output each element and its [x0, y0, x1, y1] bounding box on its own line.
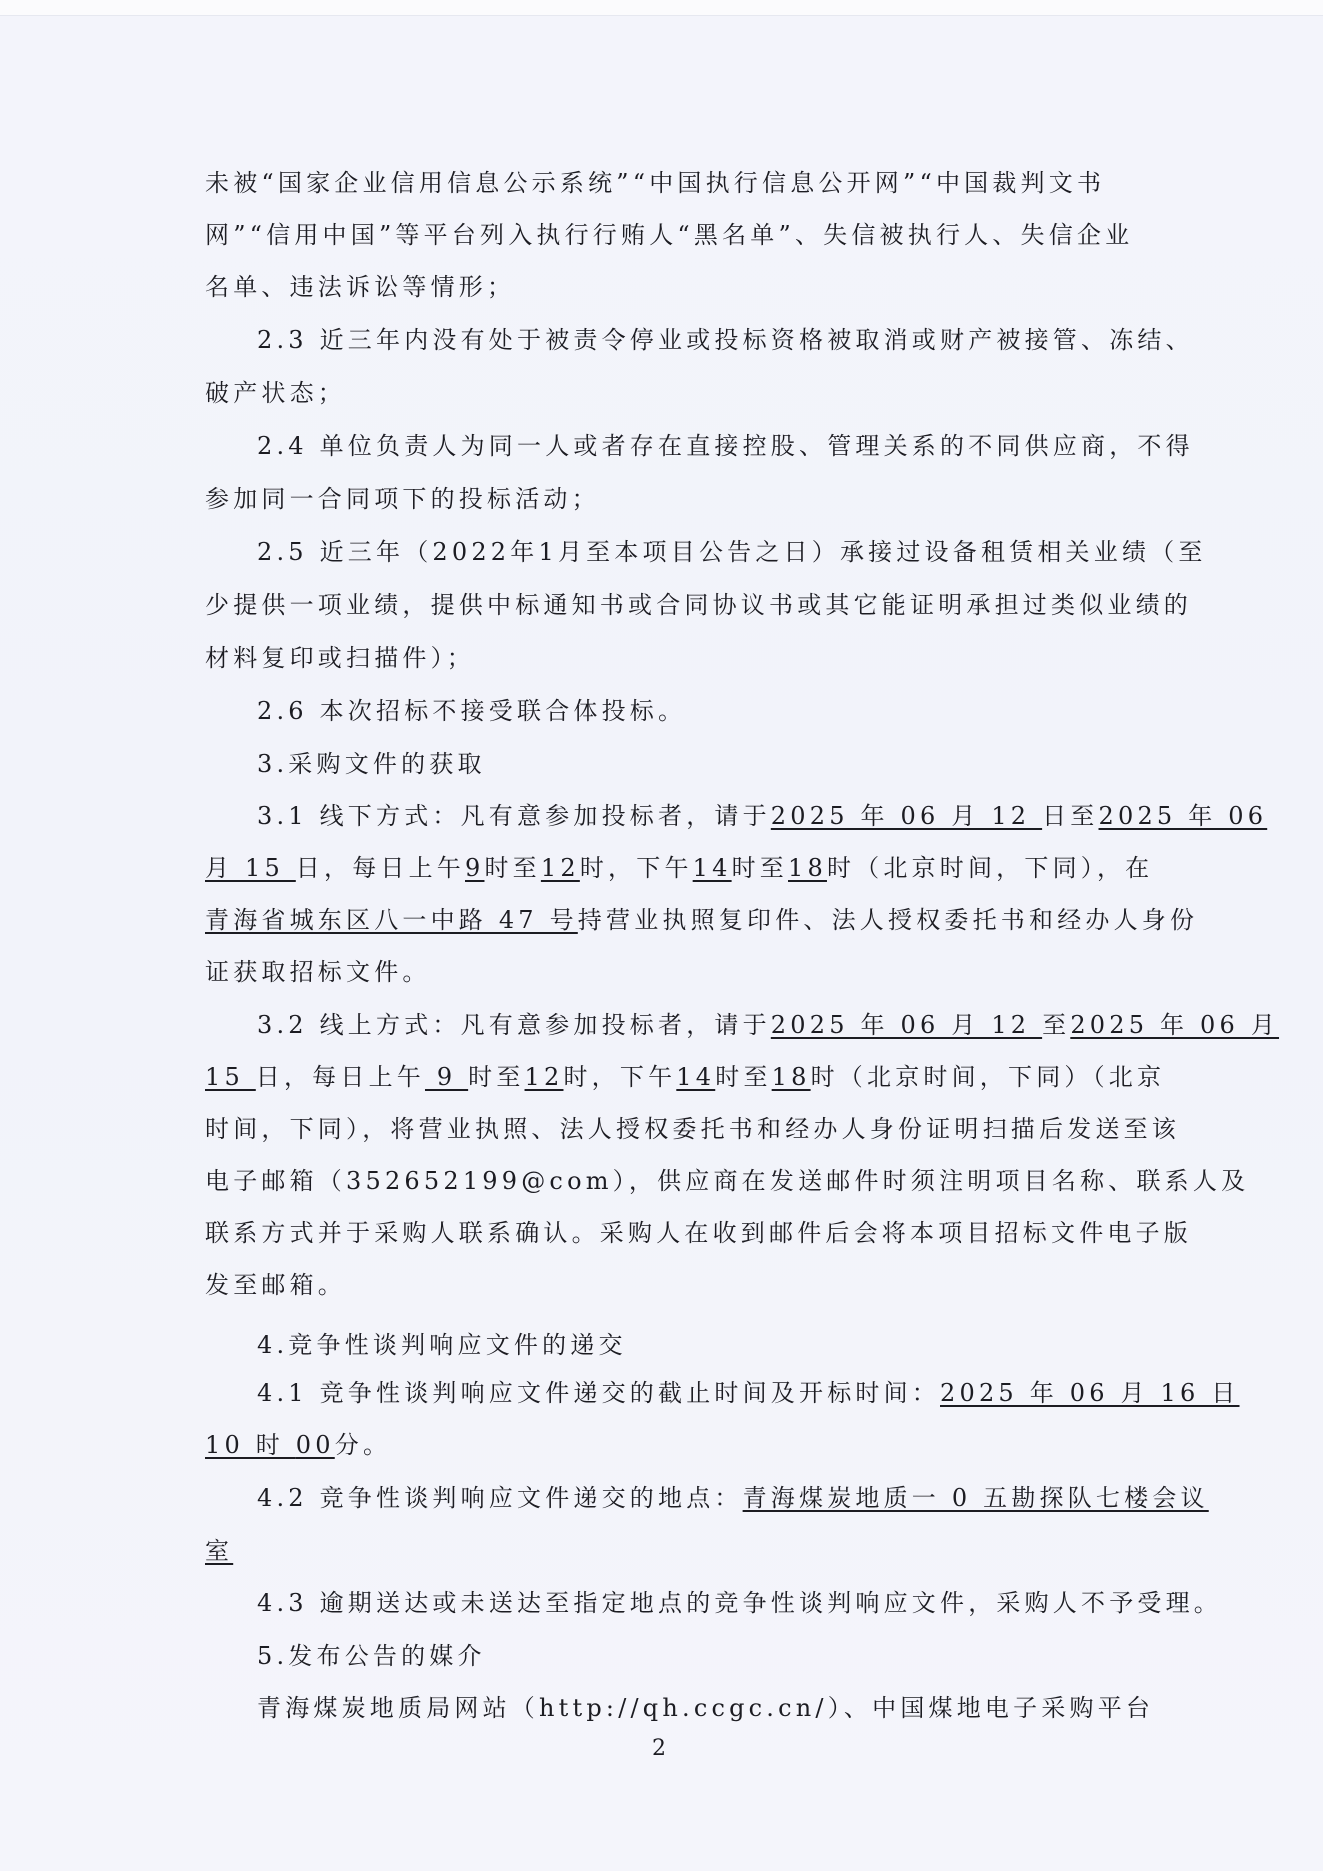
deadline-date: 2025 年 06 月 16 日	[940, 1379, 1240, 1407]
text-segment: 时至	[468, 1063, 525, 1091]
text-line: 联系方式并于采购人联系确认。采购人在收到邮件后会将本项目招标文件电子版	[205, 1219, 1192, 1247]
section-4-heading: 4.竞争性谈判响应文件的递交	[257, 1331, 627, 1359]
text-segment: 日至	[1042, 802, 1099, 830]
am-start-hour: 9	[465, 854, 485, 882]
text-segment: 4.1 竞争性谈判响应文件递交的截止时间及开标时间：	[257, 1379, 940, 1407]
text-line: 材料复印或扫描件）；	[205, 644, 475, 672]
text-segment: 时（北京时间，下同），在	[826, 854, 1154, 882]
text-line	[205, 1062, 1165, 1092]
clause-2-5: 2.5 近三年（2022年1月至本项目公告之日）承接过设备租赁相关业绩（至	[257, 538, 1207, 566]
clause-4-3: 4.3 逾期送达或未送达至指定地点的竞争性谈判响应文件，采购人不予受理。	[257, 1589, 1222, 1617]
text-segment: 时至	[731, 854, 789, 882]
address: 青海省城东区八一中路 47 号	[205, 906, 578, 934]
end-date: 月 15	[205, 854, 296, 882]
text-segment: 日，每日上午	[295, 854, 465, 882]
text-segment: 3.1 线下方式：凡有意参加投标者，请于	[257, 802, 771, 830]
submission-location-cont: 室	[205, 1537, 234, 1565]
am-end-hour: 12	[524, 1063, 564, 1091]
clause-2-6: 2.6 本次招标不接受联合体投标。	[257, 697, 687, 725]
start-date: 2025 年 06 月 12	[770, 1011, 1043, 1039]
deadline-hour: 10 时	[205, 1431, 296, 1459]
text-segment: 时至	[484, 854, 541, 882]
am-start-hour: 9	[424, 1063, 469, 1091]
clause-2-3: 2.3 近三年内没有处于被责令停业或投标资格被取消或财产被接管、冻结、	[257, 326, 1194, 354]
text-segment: 4.2 竞争性谈判响应文件递交的地点：	[257, 1484, 743, 1512]
text-line	[205, 853, 1153, 883]
text-segment: 时至	[715, 1063, 772, 1091]
pm-end-hour: 18	[788, 854, 827, 882]
text-segment: 时，下午	[579, 854, 693, 882]
text-segment: 日，每日上午	[255, 1063, 425, 1091]
email-line: 电子邮箱（352652199@com），供应商在发送邮件时须注明项目名称、联系人及	[205, 1167, 1250, 1195]
end-date: 2025 年 06 月	[1070, 1011, 1280, 1039]
text-line: 证获取招标文件。	[205, 958, 431, 986]
text-line	[205, 1430, 391, 1460]
section-5-heading: 5.发布公告的媒介	[257, 1642, 486, 1670]
pm-start-hour: 14	[692, 854, 732, 882]
text-line: 网”“信用中国”等平台列入执行行贿人“黑名单”、失信被执行人、失信企业	[205, 221, 1134, 249]
text-segment: 时（北京时间，下同）（北京	[810, 1063, 1166, 1091]
text-segment: 分。	[334, 1431, 392, 1459]
end-date: 15	[205, 1063, 256, 1091]
end-date: 2025 年 06	[1098, 802, 1268, 830]
am-end-hour: 12	[540, 854, 580, 882]
clause-4-1	[257, 1378, 1240, 1408]
media-line: 青海煤炭地质局网站（http://qh.ccgc.cn/）、中国煤地电子采购平台	[257, 1694, 1155, 1722]
text-line: 破产状态；	[205, 379, 346, 407]
submission-location: 青海煤炭地质一 0 五勘探队七楼会议	[742, 1484, 1209, 1512]
deadline-minute: 00	[295, 1431, 335, 1459]
text-line: 时间，下同），将营业执照、法人授权委托书和经办人身份证明扫描后发送至该	[205, 1115, 1180, 1143]
text-segment: 至	[1042, 1011, 1071, 1039]
text-segment: 3.2 线上方式：凡有意参加投标者，请于	[257, 1011, 771, 1039]
text-line	[205, 905, 1198, 935]
text-line: 发至邮箱。	[205, 1271, 346, 1299]
pm-start-hour: 14	[676, 1063, 716, 1091]
clause-3-2	[257, 1010, 1279, 1040]
text-line: 名单、违法诉讼等情形；	[205, 273, 516, 301]
clause-4-2	[257, 1483, 1209, 1513]
text-segment: 持营业执照复印件、法人授权委托书和经办人身份	[577, 906, 1199, 934]
scan-top-margin	[0, 0, 1323, 16]
start-date: 2025 年 06 月 12	[770, 802, 1043, 830]
page-number: 2	[652, 1736, 666, 1761]
pm-end-hour: 18	[771, 1063, 811, 1091]
clause-3-1	[257, 801, 1267, 831]
clause-2-4: 2.4 单位负责人为同一人或者存在直接控股、管理关系的不同供应商，不得	[257, 432, 1194, 460]
text-segment: 时，下午	[563, 1063, 677, 1091]
section-3-heading: 3.采购文件的获取	[257, 750, 486, 778]
text-line: 未被“国家企业信用信息公示系统”“中国执行信息公开网”“中国裁判文书	[205, 169, 1106, 197]
text-line: 参加同一合同项下的投标活动；	[205, 485, 600, 513]
text-line: 少提供一项业绩，提供中标通知书或合同协议书或其它能证明承担过类似业绩的	[205, 591, 1192, 619]
